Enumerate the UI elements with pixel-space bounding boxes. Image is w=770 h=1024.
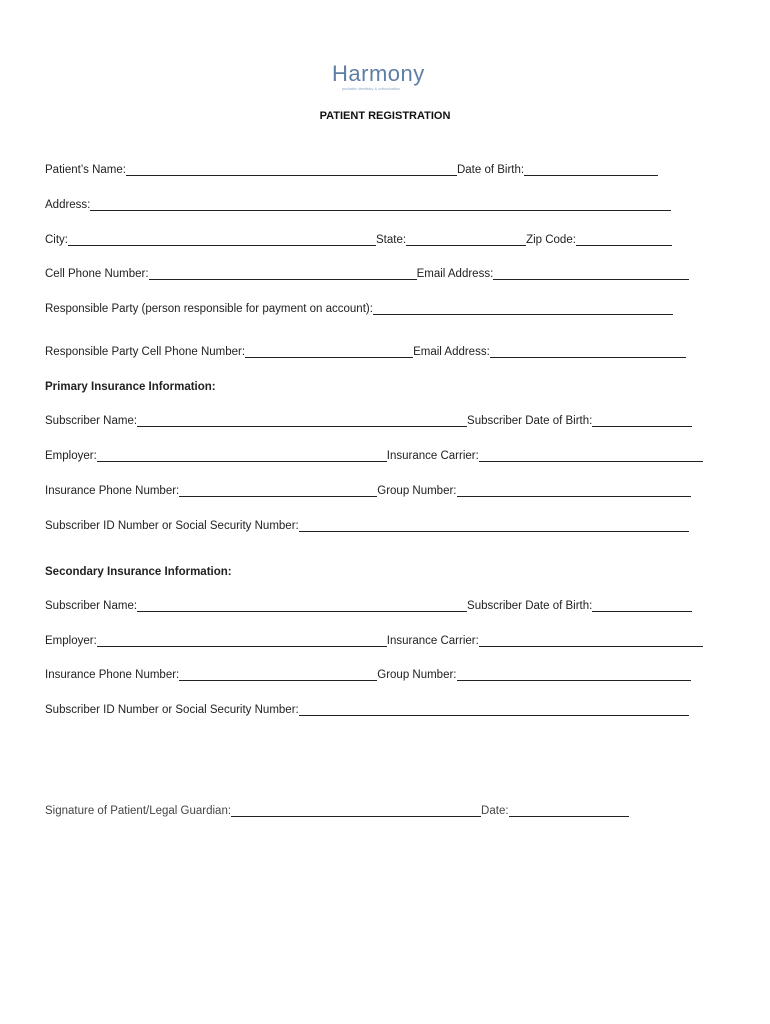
secondary-subscriber-dob-label: Subscriber Date of Birth: <box>467 600 593 612</box>
secondary-subscriber-name-field[interactable] <box>137 599 467 612</box>
secondary-carrier-field[interactable] <box>479 634 703 647</box>
secondary-subscriber-row <box>45 596 692 612</box>
city-row <box>45 230 672 246</box>
signature-field[interactable] <box>231 804 481 817</box>
patient-name-label: Patient’s Name: <box>45 164 126 176</box>
secondary-insurance-heading <box>45 562 232 578</box>
dob-field[interactable] <box>524 163 658 176</box>
primary-subscriber-name-label: Subscriber Name: <box>45 415 138 427</box>
signature-date-label: Date: <box>481 805 509 817</box>
primary-subscriber-name-field[interactable] <box>137 414 467 427</box>
secondary-employer-label: Employer: <box>45 635 97 647</box>
logo-tagline: pediatric dentistry & orthodontics <box>342 86 401 91</box>
cell-field[interactable] <box>149 267 417 280</box>
primary-group-label: Group Number: <box>377 485 457 497</box>
primary-group-field[interactable] <box>457 484 691 497</box>
dob-label: Date of Birth: <box>456 164 525 176</box>
signature-date-field[interactable] <box>509 804 629 817</box>
primary-phone-row <box>45 481 691 497</box>
state-label: State: <box>376 234 407 246</box>
secondary-group-field[interactable] <box>457 668 691 681</box>
secondary-phone-row <box>45 665 691 681</box>
zip-field[interactable] <box>576 233 672 246</box>
harmony-logo <box>332 63 440 93</box>
city-label: City: <box>45 234 68 246</box>
responsible-contact-row <box>45 342 686 358</box>
responsible-row <box>45 299 673 315</box>
cell-row <box>45 264 689 280</box>
secondary-phone-label: Insurance Phone Number: <box>45 669 180 681</box>
secondary-phone-field[interactable] <box>179 668 377 681</box>
primary-employer-field[interactable] <box>97 449 387 462</box>
address-row <box>45 195 671 211</box>
secondary-id-label: Subscriber ID Number or Social Security Number: <box>45 704 299 716</box>
patient-name-field[interactable] <box>126 163 457 176</box>
email-field[interactable] <box>493 267 689 280</box>
primary-id-row <box>45 516 689 532</box>
city-field[interactable] <box>68 233 376 246</box>
secondary-group-label: Group Number: <box>377 669 457 681</box>
address-label: Address: <box>45 199 91 211</box>
cell-label: Cell Phone Number: <box>45 268 149 280</box>
patient-name-row <box>45 160 658 176</box>
email-label: Email Address: <box>416 268 494 280</box>
primary-subscriber-dob-label: Subscriber Date of Birth: <box>467 415 593 427</box>
signature-row <box>45 801 629 817</box>
primary-id-label: Subscriber ID Number or Social Security Number: <box>45 520 299 532</box>
secondary-carrier-label: Insurance Carrier: <box>386 635 479 647</box>
secondary-employer-row <box>45 631 703 647</box>
address-field[interactable] <box>90 198 671 211</box>
secondary-subscriber-name-label: Subscriber Name: <box>45 600 138 612</box>
primary-employer-row <box>45 446 703 462</box>
responsible-cell-label: Responsible Party Cell Phone Number: <box>45 346 246 358</box>
primary-carrier-label: Insurance Carrier: <box>386 450 479 462</box>
secondary-id-field[interactable] <box>299 703 689 716</box>
primary-phone-label: Insurance Phone Number: <box>45 485 180 497</box>
responsible-email-label: Email Address: <box>413 346 490 358</box>
primary-employer-label: Employer: <box>45 450 97 462</box>
primary-subscriber-row <box>45 411 692 427</box>
signature-label: Signature of Patient/Legal Guardian: <box>45 805 232 817</box>
responsible-field[interactable] <box>373 302 673 315</box>
zip-label: Zip Code: <box>526 234 576 246</box>
primary-carrier-field[interactable] <box>479 449 703 462</box>
primary-subscriber-dob-field[interactable] <box>592 414 692 427</box>
responsible-cell-field[interactable] <box>245 345 413 358</box>
primary-id-field[interactable] <box>299 519 689 532</box>
responsible-label: Responsible Party (person responsible for payment on account): <box>45 303 373 315</box>
secondary-heading-text: Secondary Insurance Information: <box>45 566 232 578</box>
responsible-email-field[interactable] <box>490 345 686 358</box>
page-title: PATIENT REGISTRATION <box>319 110 451 122</box>
secondary-employer-field[interactable] <box>97 634 387 647</box>
primary-insurance-heading <box>45 377 216 393</box>
state-field[interactable] <box>406 233 526 246</box>
secondary-id-row <box>45 700 689 716</box>
logo-wordmark: Harmony <box>332 61 425 86</box>
primary-phone-field[interactable] <box>179 484 377 497</box>
primary-heading-text: Primary Insurance Information: <box>45 381 216 393</box>
secondary-subscriber-dob-field[interactable] <box>592 599 692 612</box>
